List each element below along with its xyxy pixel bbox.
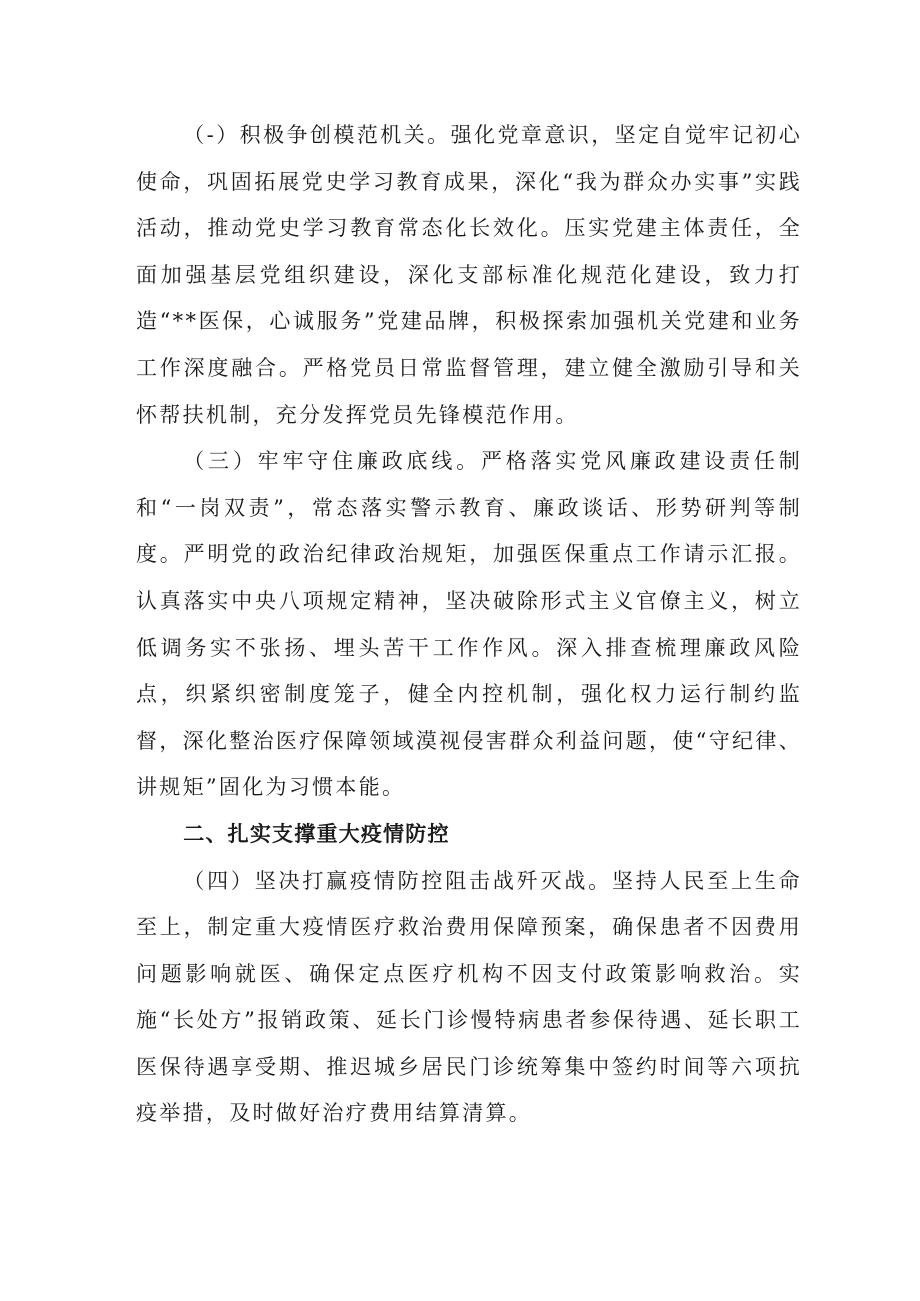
- document-body: [136, 112, 802, 1137]
- section-heading-epidemic-control: 二、扎实支撑重大疫情防控: [183, 821, 450, 846]
- paragraph-integrity-line: （三）牢牢守住廉政底线。严格落实党风廉政建设责任制和“一岗双责”，常态落实警示教育、廉政谈话、形势研判等制度。严明党的政治纪律政治规矩，加强医保重点工作请示汇报。认真落实中央八项规定精神，坚决破除形式主义官僚主义，树立低调务实不张扬、埋头苦干工作作风。深入排查梳理廉政风险点，织紧织密制度笼子，健全内控机制，强化权力运行制约监督，深化整治医疗保障领域漠视侵害群众利益问题，使“守纪律、讲规矩”固化为习惯本能。: [136, 449, 802, 800]
- paragraph-epidemic-battle: （四）坚决打赢疫情防控阻击战歼灭战。坚持人民至上生命至上，制定重大疫情医疗救治费用保障预案，确保患者不因费用问题影响就医、确保定点医疗机构不因支付政策影响救治。实施“长处方”报销政策、延长门诊慢特病患者参保待遇、延长职工医保待遇享受期、推迟城乡居民门诊统筹集中签约时间等六项抗疫举措，及时做好治疗费用结算清算。: [136, 868, 802, 1126]
- paragraph-model-organ: （-）积极争创模范机关。强化党章意识，坚定自觉牢记初心使命，巩固拓展党史学习教育成果，深化“我为群众办实事”实践活动，推动党史学习教育常态化长效化。压实党建主体责任，全面加强基层党组织建设，深化支部标准化规范化建设，致力打造“**医保，心诚服务”党建品牌，积极探索加强机关党建和业务工作深度融合。严格党员日常监督管理，建立健全激励引导和关怀帮扶机制，充分发挥党员先锋模范作用。: [136, 123, 802, 427]
